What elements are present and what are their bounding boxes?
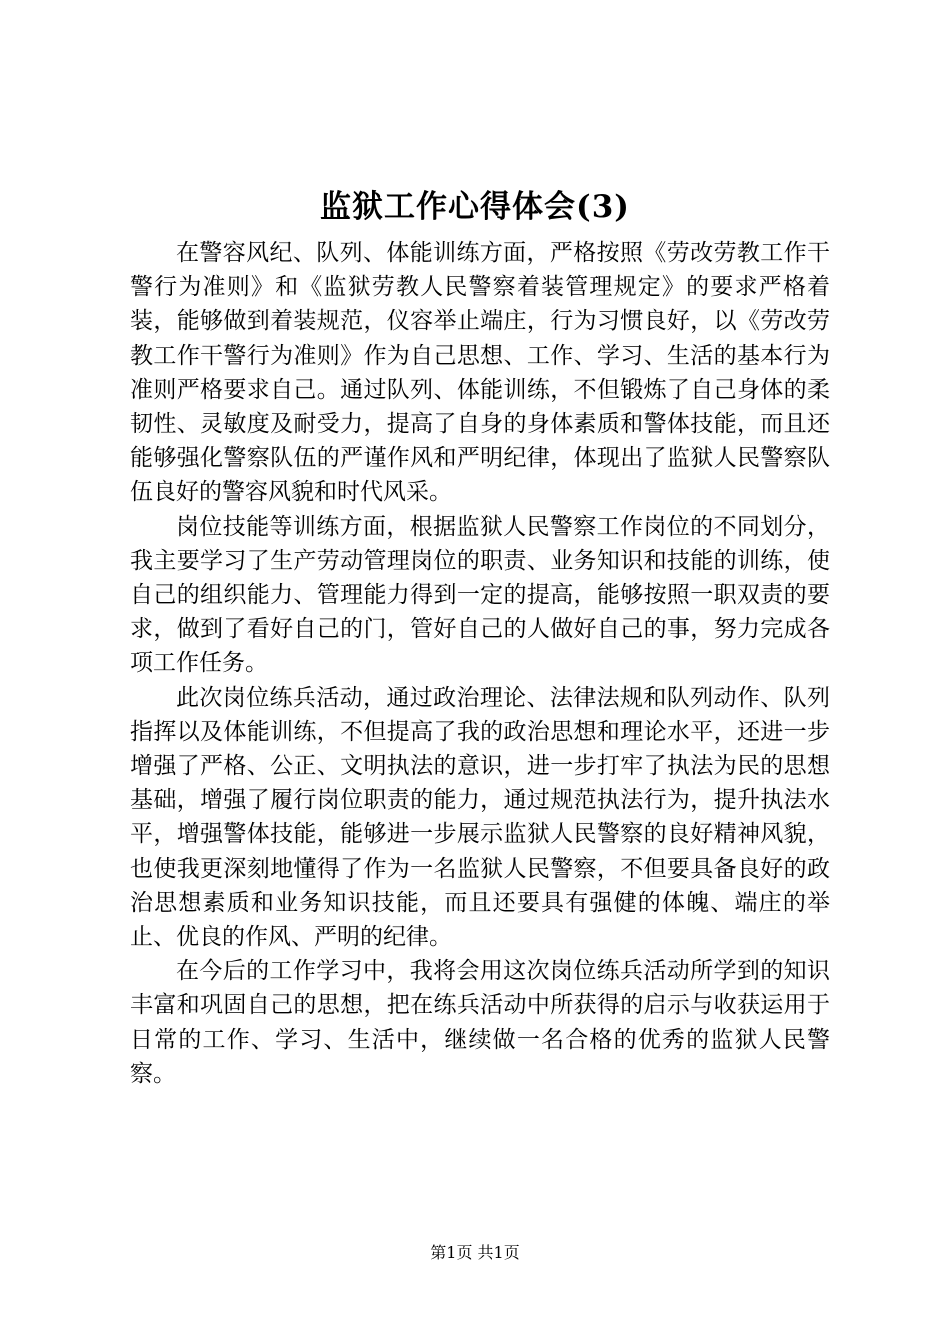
paragraph-2: 岗位技能等训练方面，根据监狱人民警察工作岗位的不同划分，我主要学习了生产劳动管理岗位的职责、业务知识和技能的训练，使自己的组织能力、管理能力得到一定的提高，能够按照一职双责的要求，做到了看好自己的门，管好自己的人做好自己的事，努力完成各项工作任务。 — [130, 513, 830, 677]
page-footer: 第1页 共1页 — [430, 1243, 520, 1262]
paragraph-3: 此次岗位练兵活动，通过政治理论、法律法规和队列动作、队列指挥以及体能训练，不但提高了我的政治思想和理论水平，还进一步增强了严格、公正、文明执法的意识，进一步打牢了执法为民的思想基础，增强了履行岗位职责的能力，通过规范执法行为，提升执法水平，增强警体技能，能够进一步展示监狱人民警察的良好精神风貌，也使我更深刻地懂得了作为一名监狱人民警察，不但要具备良好的政治思想素质和业务知识技能，而且还要具有强健的体魄、端庄的举止、优良的作风、严明的纪律。 — [130, 684, 830, 951]
paragraph-4: 在今后的工作学习中，我将会用这次岗位练兵活动所学到的知识丰富和巩固自己的思想，把在练兵活动中所获得的启示与收获运用于日常的工作、学习、生活中，继续做一名合格的优秀的监狱人民警察。 — [130, 958, 830, 1087]
document-title: 监狱工作心得体会(3) — [320, 189, 630, 225]
document-body — [130, 236, 830, 1091]
paragraph-1: 在警容风纪、队列、体能训练方面，严格按照《劳改劳教工作干警行为准则》和《监狱劳教人民警察着装管理规定》的要求严格着装，能够做到着装规范，仪容举止端庄，行为习惯良好，以《劳改劳教工作干警行为准则》作为自己思想、工作、学习、生活的基本行为准则严格要求自己。通过队列、体能训练，不但锻炼了自己身体的柔韧性、灵敏度及耐受力，提高了自身的身体素质和警体技能，而且还能够强化警察队伍的严谨作风和严明纪律，体现出了监狱人民警察队伍良好的警容风貌和时代风采。 — [130, 240, 830, 506]
